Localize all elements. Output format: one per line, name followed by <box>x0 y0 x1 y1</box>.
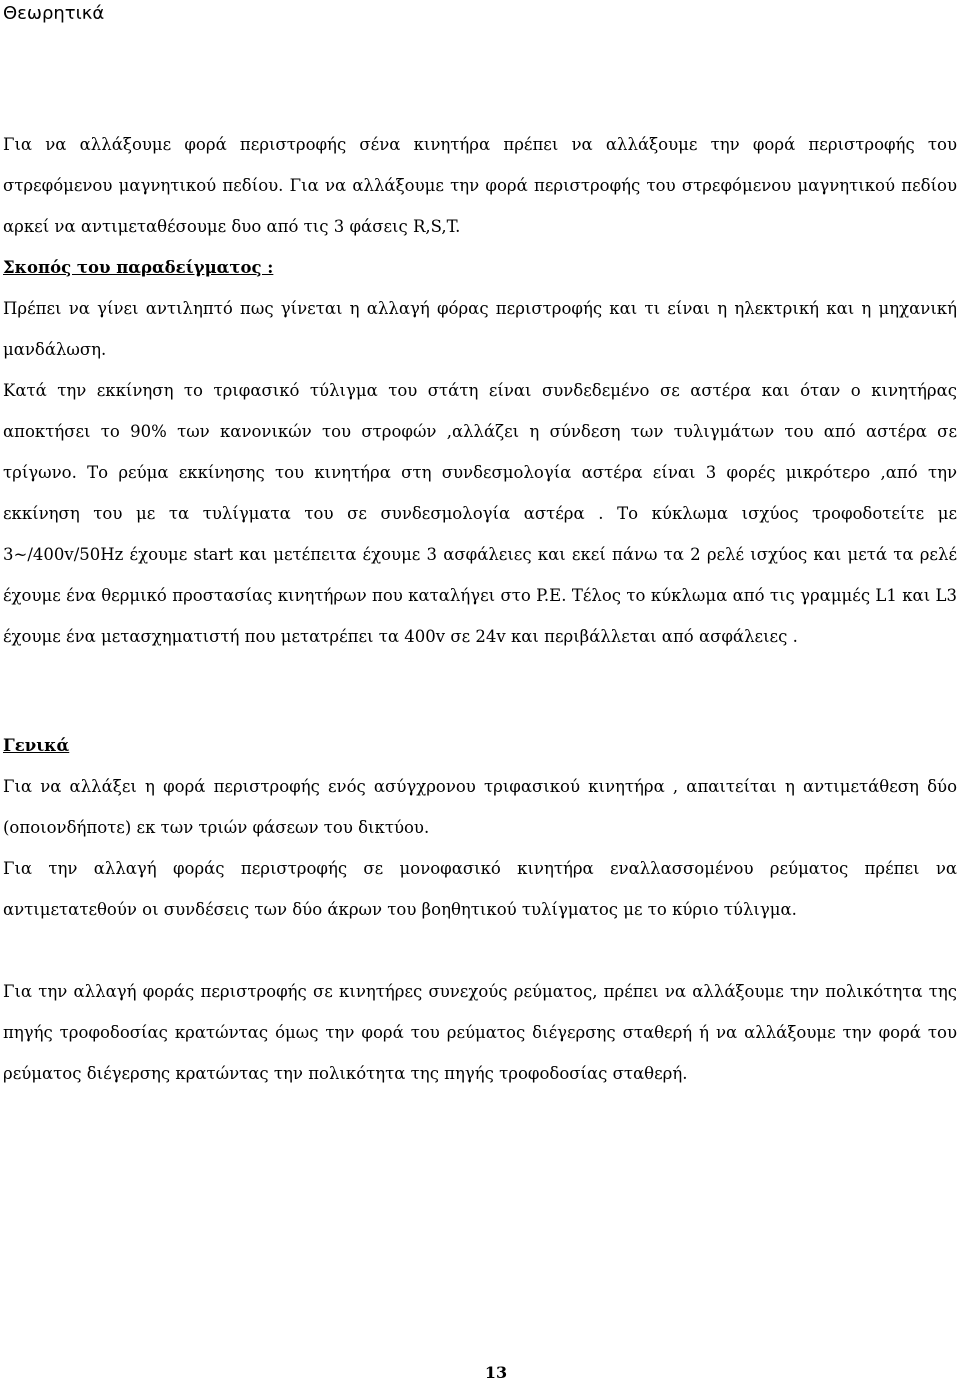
general-paragraph-3: Για την αλλαγή φοράς περιστροφής σε κινητήρες συνεχούς ρεύματος, πρέπει να αλλάξουμε την πολικότητα της πηγής τροφοδοσίας κρατώντας όμως την φορά του ρεύματος διέγερσης σταθερή ή να αλλάξουμε την φορά του ρεύματος διέγερσης κρατώντας την πολικότητα της πηγής τροφοδοσίας σταθερή. <box>3 982 957 1083</box>
purpose-heading: Σκοπός του παραδείγματος : <box>3 258 274 277</box>
purpose-paragraph-1: Πρέπει να γίνει αντιληπτό πως γίνεται η αλλαγή φόρας περιστροφής και τι είναι η ηλεκτρική και η μηχανική μανδάλωση. <box>3 299 957 359</box>
intro-paragraph: Για να αλλάξουμε φορά περιστροφής σένα κινητήρα πρέπει να αλλάξουμε την φορά περιστροφής του στρεφόμενου μαγνητικού πεδίου. Για να αλλάξουμε την φορά περιστροφής του στρεφόμενου μαγνητικού πεδίου αρκεί να αντιμεταθέσουμε δυο από τις 3 φάσεις R,S,T. <box>3 135 957 236</box>
purpose-section <box>3 247 957 657</box>
general-heading: Γενικά <box>3 736 70 755</box>
general-paragraph-2: Για την αλλαγή φοράς περιστροφής σε μονοφασικό κινητήρα εναλλασσομένου ρεύματος πρέπει να αντιμετατεθούν οι συνδέσεις των δύο άκρων του βοηθητικού τυλίγματος με το κύριο τύλιγμα. <box>3 859 957 919</box>
purpose-paragraph-2: Κατά την εκκίνηση το τριφασικό τύλιγμα του στάτη είναι συνδεδεμένο σε αστέρα και όταν ο κινητήρας αποκτήσει το 90% των κανονικών του στροφών ,αλλάζει η σύνδεση των τυλιγμάτων του από αστέρα σε τρίγωνο. Το ρεύμα εκκίνησης του κινητήρα στη συνδεσμολογία αστέρα είναι 3 φορές μικρότερο ,από την εκκίνηση του με τα τυλίγματα του σε συνδεσμολογία αστέρα . Το κύκλωμα ισχύος τροφοδοτείτε με 3~/400v/50Hz έχουμε start και μετέπειτα έχουμε 3 ασφάλειες και εκεί πάνω τα 2 ρελέ ισχύος και μετά τα ρελέ έχουμε ένα θερμικό προστασίας κινητήρων που καταλήγει στο P.E. Τέλος το κύκλωμα από τις γραμμές L1 και L3 έχουμε ένα μετασχηματιστή που μετατρέπει τα 400v σε 24v και περιβάλλεται από ασφάλειες . <box>3 381 957 646</box>
page-number: 13 <box>484 1363 508 1382</box>
general-section <box>3 725 957 1094</box>
intro-section <box>3 124 957 247</box>
header-title: Θεωρητικά <box>3 3 105 24</box>
paragraph-gap <box>3 930 957 971</box>
general-paragraph-1: Για να αλλάξει η φορά περιστροφής ενός ασύγχρονου τριφασικού κινητήρα , απαιτείται η αντιμετάθεση δύο (οποιονδήποτε) εκ των τριών φάσεων του δικτύου. <box>3 777 957 837</box>
